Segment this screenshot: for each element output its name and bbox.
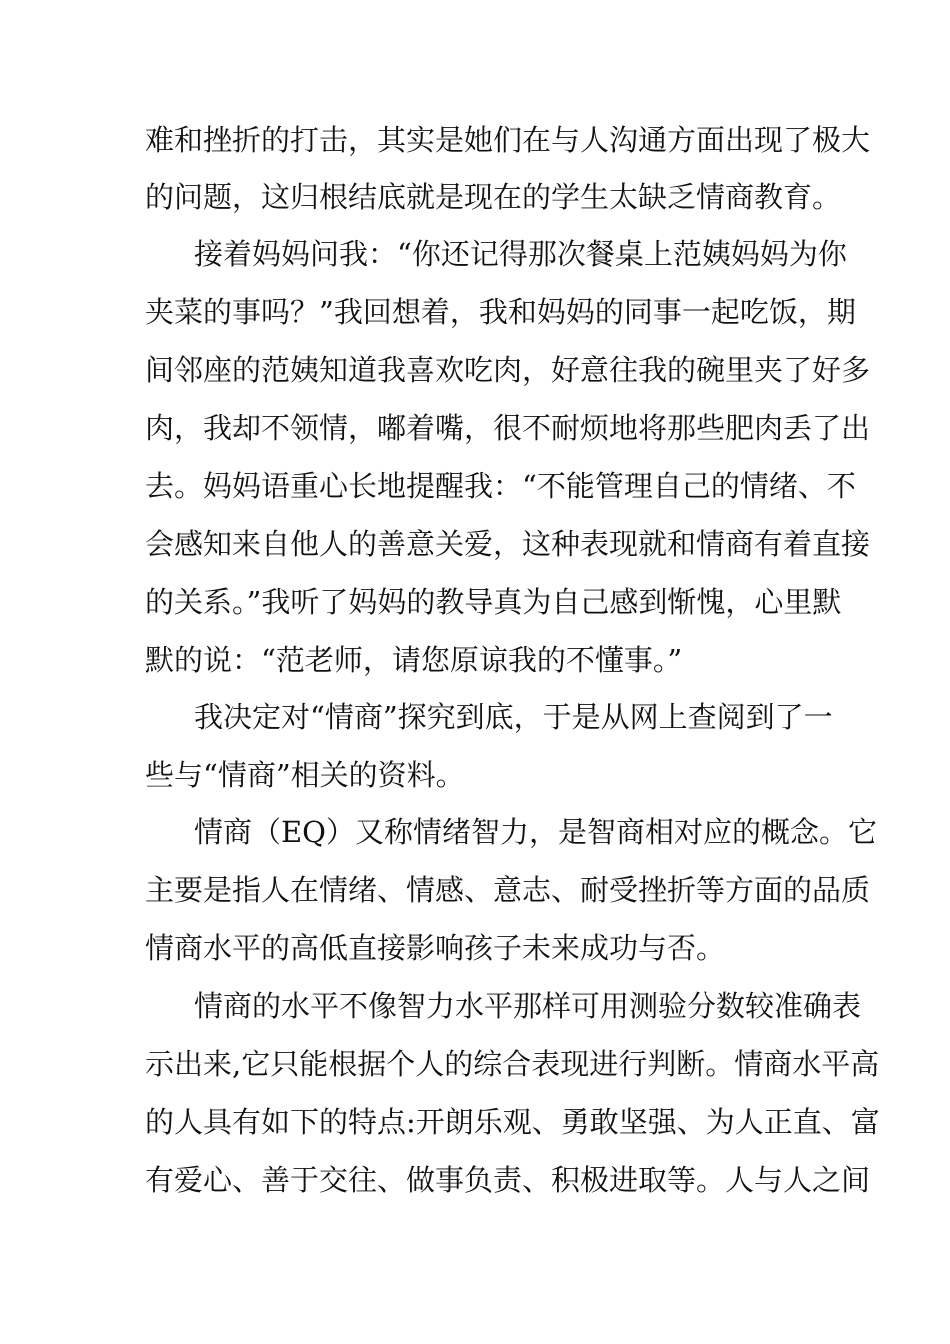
text-line: 的问题，这归根结底就是现在的学生太缺乏情商教育。 <box>145 180 842 214</box>
text-line: 些与“情商”相关的资料。 <box>145 758 465 792</box>
text-line: 我决定对“情商”探究到底，于是从网上查阅到了一 <box>194 700 833 734</box>
text-line: 情商水平的高低直接影响孩子未来成功与否。 <box>145 931 726 965</box>
text-line: 接着妈妈问我：“你还记得那次餐桌上范姨妈妈为你 <box>194 237 847 271</box>
text-line: 默的说：“范老师，请您原谅我的不懂事。” <box>145 643 683 677</box>
text-line: 间邻座的范姨知道我喜欢吃肉，好意往我的碗里夹了好多 <box>145 353 871 387</box>
text-line: 夹菜的事吗？”我回想着，我和妈妈的同事一起吃饭，期 <box>145 295 856 329</box>
text-line: 情商的水平不像智力水平那样可用测验分数较准确表 <box>194 989 862 1023</box>
text-line: 主要是指人在情绪、情感、意志、耐受挫折等方面的品质 <box>145 873 871 907</box>
text-line: 的人具有如下的特点:开朗乐观、勇敢坚强、为人正直、富 <box>145 1105 880 1139</box>
text-line: 情商（EQ）又称情绪智力，是智商相对应的概念。它 <box>194 815 877 849</box>
text-line: 会感知来自他人的善意关爱，这种表现就和情商有着直接 <box>145 527 871 561</box>
text-line: 的关系。”我听了妈妈的教导真为自己感到惭愧，心里默 <box>145 585 842 619</box>
text-line: 示出来,它只能根据个人的综合表现进行判断。情商水平高 <box>145 1047 880 1081</box>
text-line: 肉，我却不领情，嘟着嘴，很不耐烦地将那些肥肉丢了出 <box>145 411 871 445</box>
text-line: 难和挫折的打击，其实是她们在与人沟通方面出现了极大 <box>145 123 871 157</box>
text-line: 去。妈妈语重心长地提醒我：“不能管理自己的情绪、不 <box>145 469 856 503</box>
text-line: 有爱心、善于交往、做事负责、积极进取等。人与人之间 <box>145 1163 871 1197</box>
